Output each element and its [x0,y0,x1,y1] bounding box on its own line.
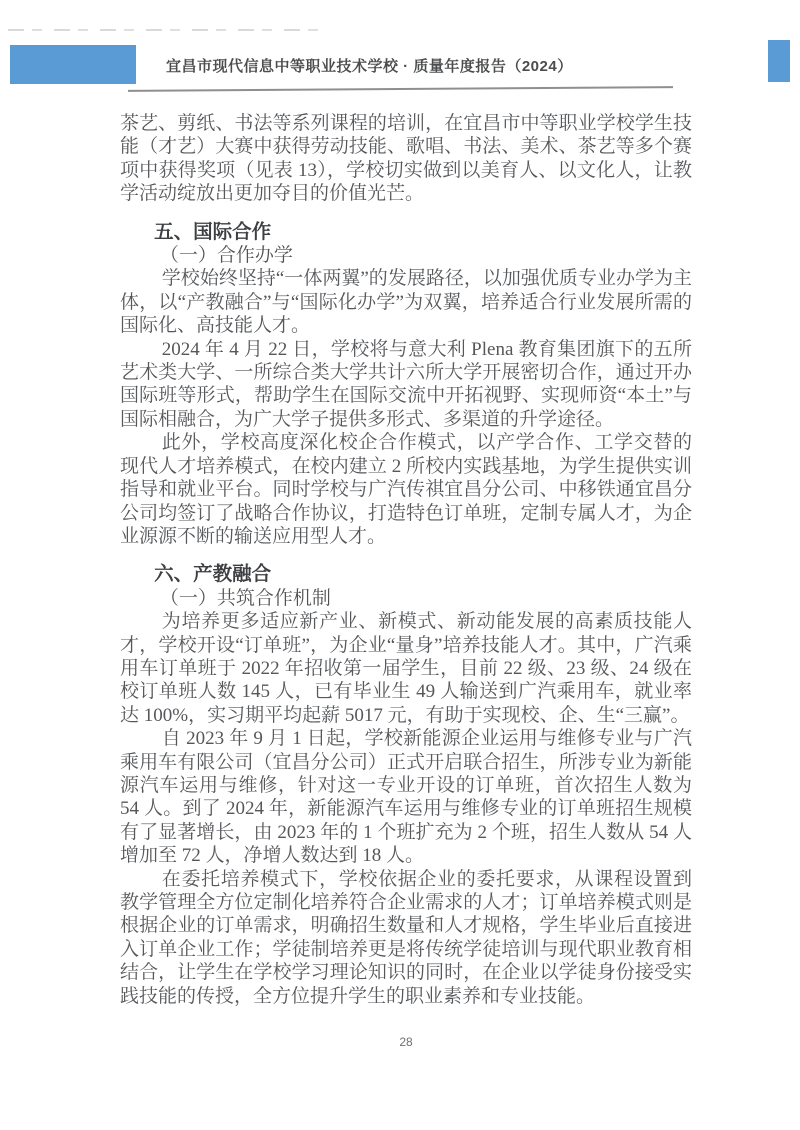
paragraph-order-class: 为培养更多适应新产业、新模式、新动能发展的高素质技能人才，学校开设“订单班”，为企业“量身”培养技能人才。其中，广汽乘用车订单班于 2022 年招收第一届学生，目前 22 级、23 级、24 级在校订单班人数 145 人，已有毕业生 49 人输送到广汽乘用车，就业率达 100%，实习期平均起薪 5017 元，有助于实现校、企、生“三赢”。 [120,611,692,726]
scan-artifact-line [8,29,330,31]
paragraph-joint-enrollment: 自 2023 年 9 月 1 日起，学校新能源企业运用与维修专业与广汽乘用车有限公司（宜昌分公司）正式开启联合招生，所涉专业为新能源汽车运用与维修，针对这一专业开设的订单班，首次招生人数为 54 人。到了 2024 年，新能源汽车运用与维修专业的订单班招生规模有了显著增长，由 2023 年的 1 个班扩充为 2 个班，招生人数从 54 人增加至 72 人，净增人数达到 18 人。 [120,728,692,867]
subsection-heading-cooperative-schooling: （一）合作办学 [159,245,293,267]
page-number: 28 [399,1035,413,1049]
header-divider-rule [128,86,673,92]
document-body [120,112,692,1008]
paragraph-arts-training: 茶艺、剪纸、书法等系列课程的培训，在宜昌市中等职业学校学生技能（才艺）大赛中获得劳动技能、歌唱、书法、美术、茶艺等多个赛项中获得奖项（见表 13），学校切实做到以美育人、以文化人，让教学活动绽放出更加夺目的价值光芒。 [120,113,692,205]
paragraph-development-path: 学校始终坚持“一体两翼”的发展路径，以加强优质专业办学为主体，以“产教融合”与“国际化办学”为双翼，培养适合行业发展所需的国际化、高技能人才。 [120,268,692,337]
subsection-heading-cooperation-mechanism: （一）共筑合作机制 [159,587,331,609]
section-heading-industry-education-integration: 六、产教融合 [154,563,272,586]
section-heading-international-cooperation: 五、国际合作 [154,220,272,243]
paragraph-school-enterprise-cooperation: 此外，学校高度深化校企合作模式，以产学合作、工学交替的现代人才培养模式，在校内建立 2 所校内实践基地，为学生提供实训指导和就业平台。同时学校与广汽传祺宜昌分公司、中移铁通宜昌分公司均签订了战略合作协议，打造特色订单班，定制专属人才，为企业源源不断的输送应用型人才。 [120,432,692,547]
header-title: 宜昌市现代信息中等职业技术学校 · 质量年度报告（2024） [166,58,573,75]
header-right-blue-block [768,40,790,82]
paragraph-training-modes: 在委托培养模式下，学校依据企业的委托要求，从课程设置到教学管理全方位定制化培养符合企业需求的人才；订单培养模式则是根据企业的订单需求，明确招生数量和人才规格，学生毕业后直接进入订单企业工作；学徒制培养更是将传统学徒培训与现代职业教育相结合，让学生在学校学习理论知识的同时，在企业以学徒身份接受实践技能的传授，全方位提升学生的职业素养和专业技能。 [120,868,692,1007]
header-left-blue-block [10,45,136,84]
paragraph-plena-cooperation: 2024 年 4 月 22 日，学校将与意大利 Plena 教育集团旗下的五所艺术类大学、一所综合类大学共计六所大学开展密切合作，通过开办国际班等形式，帮助学生在国际交流中开拓视野、实现师资“本土”与国际相融合，为广大学子提供多形式、多渠道的升学途径。 [120,338,692,430]
